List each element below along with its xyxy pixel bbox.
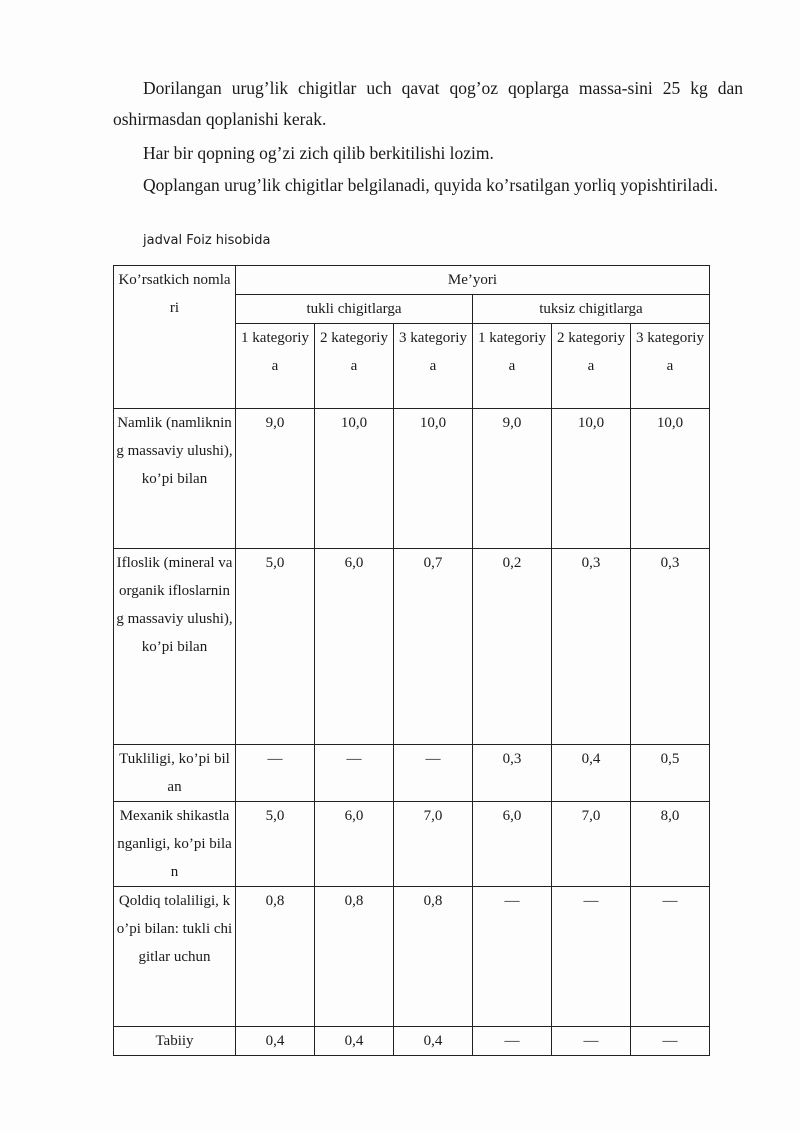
table-cell: 10,0 [552, 409, 631, 549]
table-cell: 0,2 [473, 549, 552, 745]
header-category-2: 2 kategoriya [315, 324, 394, 409]
paragraph-labeling: Qoplangan urug’lik chigitlar belgilanadi, quyida ko’rsatilgan yorliq yopishtiriladi. [143, 175, 718, 195]
header-group-tukli: tukli chigitlarga [236, 295, 473, 324]
table-row [114, 549, 710, 745]
table-row [114, 887, 710, 1027]
paragraph-packing: Dorilangan urug’lik chigitlar uch qavat qog’oz qoplarga massa-sini 25 kg dan oshirmasdan qoplanishi kerak. [113, 78, 743, 129]
table-cell: 0,4 [236, 1027, 315, 1056]
table-cell: 7,0 [552, 802, 631, 887]
table-cell: 0,4 [552, 745, 631, 802]
table-cell: 9,0 [473, 409, 552, 549]
table-cell: — [473, 1027, 552, 1056]
table-cell: 10,0 [394, 409, 473, 549]
row-indicator-name: Ifloslik (mineral va organik ifloslarning massaviy ulushi), ko’pi bilan [114, 549, 236, 745]
table-cell: 6,0 [315, 802, 394, 887]
table-cell: 0,8 [236, 887, 315, 1027]
table-cell: 8,0 [631, 802, 710, 887]
header-indicator-names: Ko’rsatkich nomlari [114, 266, 236, 409]
header-group-tuksiz: tuksiz chigitlarga [473, 295, 710, 324]
header-category-1: 1 kategoriya [473, 324, 552, 409]
table-cell: 0,4 [394, 1027, 473, 1056]
row-indicator-name: Tabiiy [114, 1027, 236, 1056]
header-norm: Me’yori [236, 266, 710, 295]
row-indicator-name: Qoldiq tolaliligi, ko’pi bilan: tukli chigitlar uchun [114, 887, 236, 1027]
table-cell: 0,5 [631, 745, 710, 802]
header-category-1: 1 kategoriya [236, 324, 315, 409]
paragraph-sealing: Har bir qopning og’zi zich qilib berkitilishi lozim. [143, 143, 494, 163]
table-cell: — [552, 1027, 631, 1056]
table-cell: 0,3 [631, 549, 710, 745]
table-row [114, 745, 710, 802]
table-row [114, 409, 710, 549]
norms-table [113, 265, 710, 1056]
table-cell: 10,0 [315, 409, 394, 549]
table-cell: 0,8 [394, 887, 473, 1027]
header-category-3: 3 kategoriya [631, 324, 710, 409]
row-indicator-name: Namlik (namlikning massaviy ulushi), ko’pi bilan [114, 409, 236, 549]
table-cell: — [394, 745, 473, 802]
table-header-row [114, 266, 710, 295]
table-cell: — [315, 745, 394, 802]
table-cell: 0,7 [394, 549, 473, 745]
table-cell: 0,3 [473, 745, 552, 802]
header-category-3: 3 kategoriya [394, 324, 473, 409]
row-indicator-name: Tukliligi, ko’pi bilan [114, 745, 236, 802]
table-cell: 6,0 [473, 802, 552, 887]
table-cell: — [473, 887, 552, 1027]
table-cell: 0,8 [315, 887, 394, 1027]
table-cell: 5,0 [236, 549, 315, 745]
table-caption: jadval Foiz hisobida [143, 233, 271, 248]
table-cell: — [631, 887, 710, 1027]
table-cell: 10,0 [631, 409, 710, 549]
table-cell: — [631, 1027, 710, 1056]
table-cell: 0,4 [315, 1027, 394, 1056]
table-cell: — [236, 745, 315, 802]
header-category-2: 2 kategoriya [552, 324, 631, 409]
table-cell: 7,0 [394, 802, 473, 887]
table-row [114, 802, 710, 887]
table-cell: 9,0 [236, 409, 315, 549]
table-cell: 6,0 [315, 549, 394, 745]
row-indicator-name: Mexanik shikastlanganligi, ko’pi bilan [114, 802, 236, 887]
table-cell: 0,3 [552, 549, 631, 745]
table-row [114, 1027, 710, 1056]
table-cell: — [552, 887, 631, 1027]
table-cell: 5,0 [236, 802, 315, 887]
